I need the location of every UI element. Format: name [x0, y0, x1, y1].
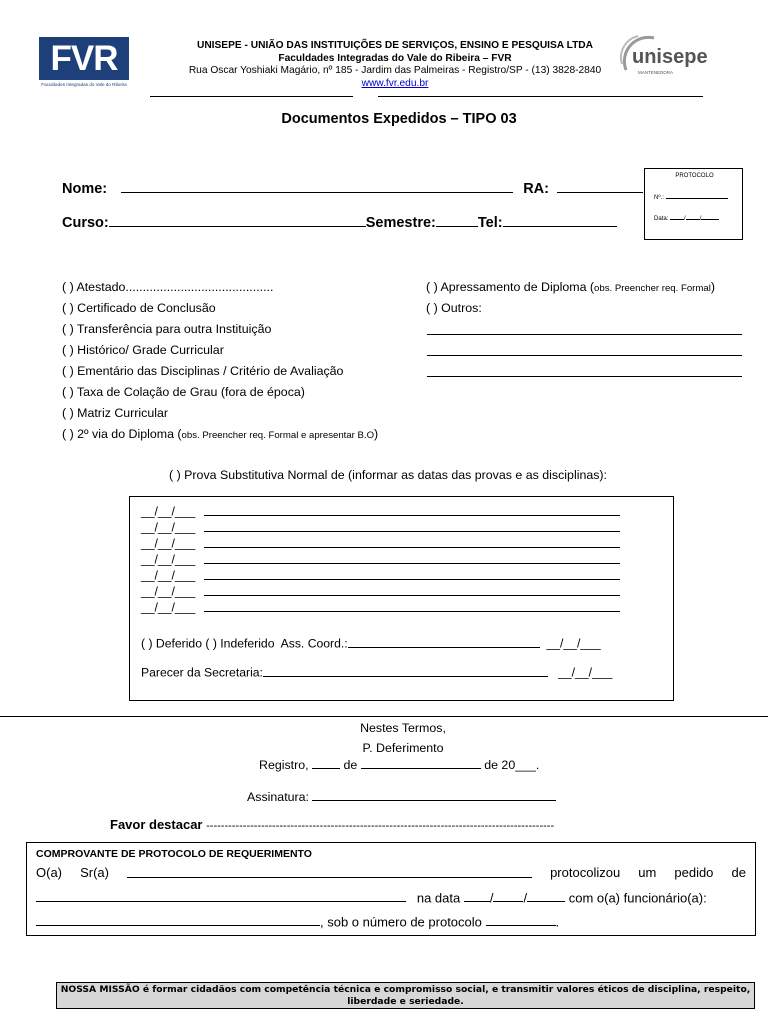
protocol-date-field[interactable]	[701, 219, 719, 220]
prova-entry[interactable]: __/__/___	[141, 535, 620, 551]
outros-line[interactable]	[427, 334, 742, 335]
curso-row	[62, 212, 617, 231]
option-historico[interactable]: ( ) Histórico/ Grade Curricular	[62, 343, 224, 357]
unisepe-logo-sub: MANTENEDORA	[638, 70, 674, 75]
option-segunda-via[interactable]: ( ) 2º via do Diploma (obs. Preencher req. Formal e apresentar B.O)	[62, 427, 379, 441]
parecer-field[interactable]	[263, 664, 548, 677]
nestes-termos: Nestes Termos,	[360, 721, 446, 735]
comprovante-line1: O(a) Sr(a) protocolizou um pedido de	[36, 865, 746, 880]
header-rule	[150, 96, 353, 97]
nome-label: Nome:	[62, 180, 108, 197]
option-outros[interactable]: ( ) Outros:	[426, 301, 482, 315]
option-atestado[interactable]: ( ) Atestado...........................................	[62, 280, 274, 294]
curso-label: Curso:	[62, 214, 109, 231]
checkbox[interactable]: ( )	[205, 636, 217, 651]
prova-entry[interactable]: __/__/___	[141, 551, 620, 567]
comprovante-box	[26, 842, 756, 936]
option-taxa-colacao[interactable]: ( ) Taxa de Colação de Grau (fora de época)	[62, 385, 305, 399]
option-apressamento[interactable]: ( ) Apressamento de Diploma (obs. Preencher req. Formal)	[426, 280, 715, 294]
prova-entry[interactable]: __/__/___	[141, 583, 620, 599]
header-line2: Faculdades Integradas do Vale do Ribeira – FVR	[278, 52, 512, 64]
document-title: Documentos Expedidos – TIPO 03	[281, 111, 517, 127]
comprovante-line2: na data / / com o(a) funcionário(a):	[36, 889, 746, 905]
outros-line[interactable]	[427, 355, 742, 356]
comprovante-title: COMPROVANTE DE PROTOCOLO DE REQUERIMENTO	[36, 848, 312, 860]
header-line1: UNISEPE - UNIÃO DAS INSTITUIÇÕES DE SERVIÇOS, ENSINO E PESQUISA LTDA	[196, 40, 594, 51]
protocol-number-label: Nº.:	[654, 195, 664, 201]
protocol-box: PROTOCOLO Nº.: Data: / /	[644, 168, 743, 240]
favor-destacar: Favor destacar -----------------------------------------------------------------------------------------------	[110, 817, 555, 832]
deferimento-row: ( ) Deferido ( ) Indeferido Ass. Coord.: __/__/___	[141, 636, 601, 651]
checkbox[interactable]: ( )	[62, 427, 74, 441]
option-prova-substitutiva[interactable]: ( ) Prova Substitutiva Normal de (informar as datas das provas e as disciplinas):	[169, 468, 607, 482]
checkbox[interactable]: ( )	[62, 322, 74, 336]
checkbox[interactable]: ( )	[62, 406, 74, 420]
checkbox[interactable]: ( )	[426, 280, 438, 294]
semestre-field[interactable]	[436, 212, 478, 227]
website-link[interactable]: www.fvr.edu.br	[361, 77, 429, 89]
option-transferencia[interactable]: ( ) Transferência para outra Instituição	[62, 322, 272, 336]
ra-field[interactable]	[557, 178, 643, 193]
prova-entry[interactable]: __/__/___	[141, 519, 620, 535]
option-matriz[interactable]: ( ) Matriz Curricular	[62, 406, 169, 420]
checkbox[interactable]: ( )	[426, 301, 438, 315]
unisepe-logo	[616, 30, 718, 84]
header-address: Rua Oscar Yoshiaki Magário, nº 185 - Jardim das Palmeiras - Registro/SP - (13) 3828-2840	[188, 65, 602, 76]
nome-field[interactable]	[121, 178, 513, 193]
checkbox[interactable]: ( )	[62, 385, 74, 399]
institution-header	[150, 40, 640, 90]
tel-field[interactable]	[503, 212, 617, 227]
prova-entry[interactable]: __/__/___	[141, 503, 620, 519]
prova-entry[interactable]: __/__/___	[141, 599, 620, 615]
parecer-row: Parecer da Secretaria: __/__/___	[141, 665, 613, 680]
checkbox[interactable]: ( )	[62, 364, 74, 378]
fvr-logo-subtitle: Faculdades Integradas do Vale do Ribeira	[41, 82, 127, 87]
mission-statement: NOSSA MISSÃO é formar cidadãos com competência técnica e compromisso social, e transmitir valores éticos de disciplina, respeito, liberdade e seriedade.	[56, 982, 755, 1009]
outros-line[interactable]	[427, 376, 742, 377]
checkbox[interactable]: ( )	[62, 280, 74, 294]
checkbox[interactable]: ( )	[169, 468, 181, 482]
protocol-title: PROTOCOLO	[675, 173, 714, 179]
assinatura-row: Assinatura:	[247, 788, 556, 804]
comprovante-line3: , sob o número de protocolo .	[36, 913, 559, 929]
option-certificado[interactable]: ( ) Certificado de Conclusão	[62, 301, 216, 315]
semestre-label: Semestre:	[365, 214, 436, 231]
prova-entry[interactable]: __/__/___	[141, 567, 620, 583]
header-rule	[378, 96, 703, 97]
tel-label: Tel:	[477, 214, 503, 231]
ra-label: RA:	[523, 180, 549, 197]
separator-line	[0, 716, 768, 717]
curso-field[interactable]	[109, 212, 366, 227]
checkbox[interactable]: ( )	[62, 343, 74, 357]
option-ementario[interactable]: ( ) Ementário das Disciplinas / Critério de Avaliação	[62, 364, 344, 378]
registro-date-row: Registro, de de 20___.	[259, 757, 540, 772]
unisepe-logo-text: unisepe	[632, 46, 708, 68]
assinatura-field[interactable]	[312, 788, 556, 801]
p-deferimento: P. Deferimento	[362, 741, 444, 755]
ass-coord-field[interactable]	[348, 635, 540, 648]
checkbox[interactable]: ( )	[141, 636, 153, 651]
fvr-logo	[39, 37, 129, 89]
protocol-date-label: Data:	[654, 216, 669, 222]
nome-ra-row	[62, 178, 643, 197]
fvr-logo-text: FVR	[50, 39, 118, 78]
protocol-number-field[interactable]	[666, 198, 728, 199]
checkbox[interactable]: ( )	[62, 301, 74, 315]
